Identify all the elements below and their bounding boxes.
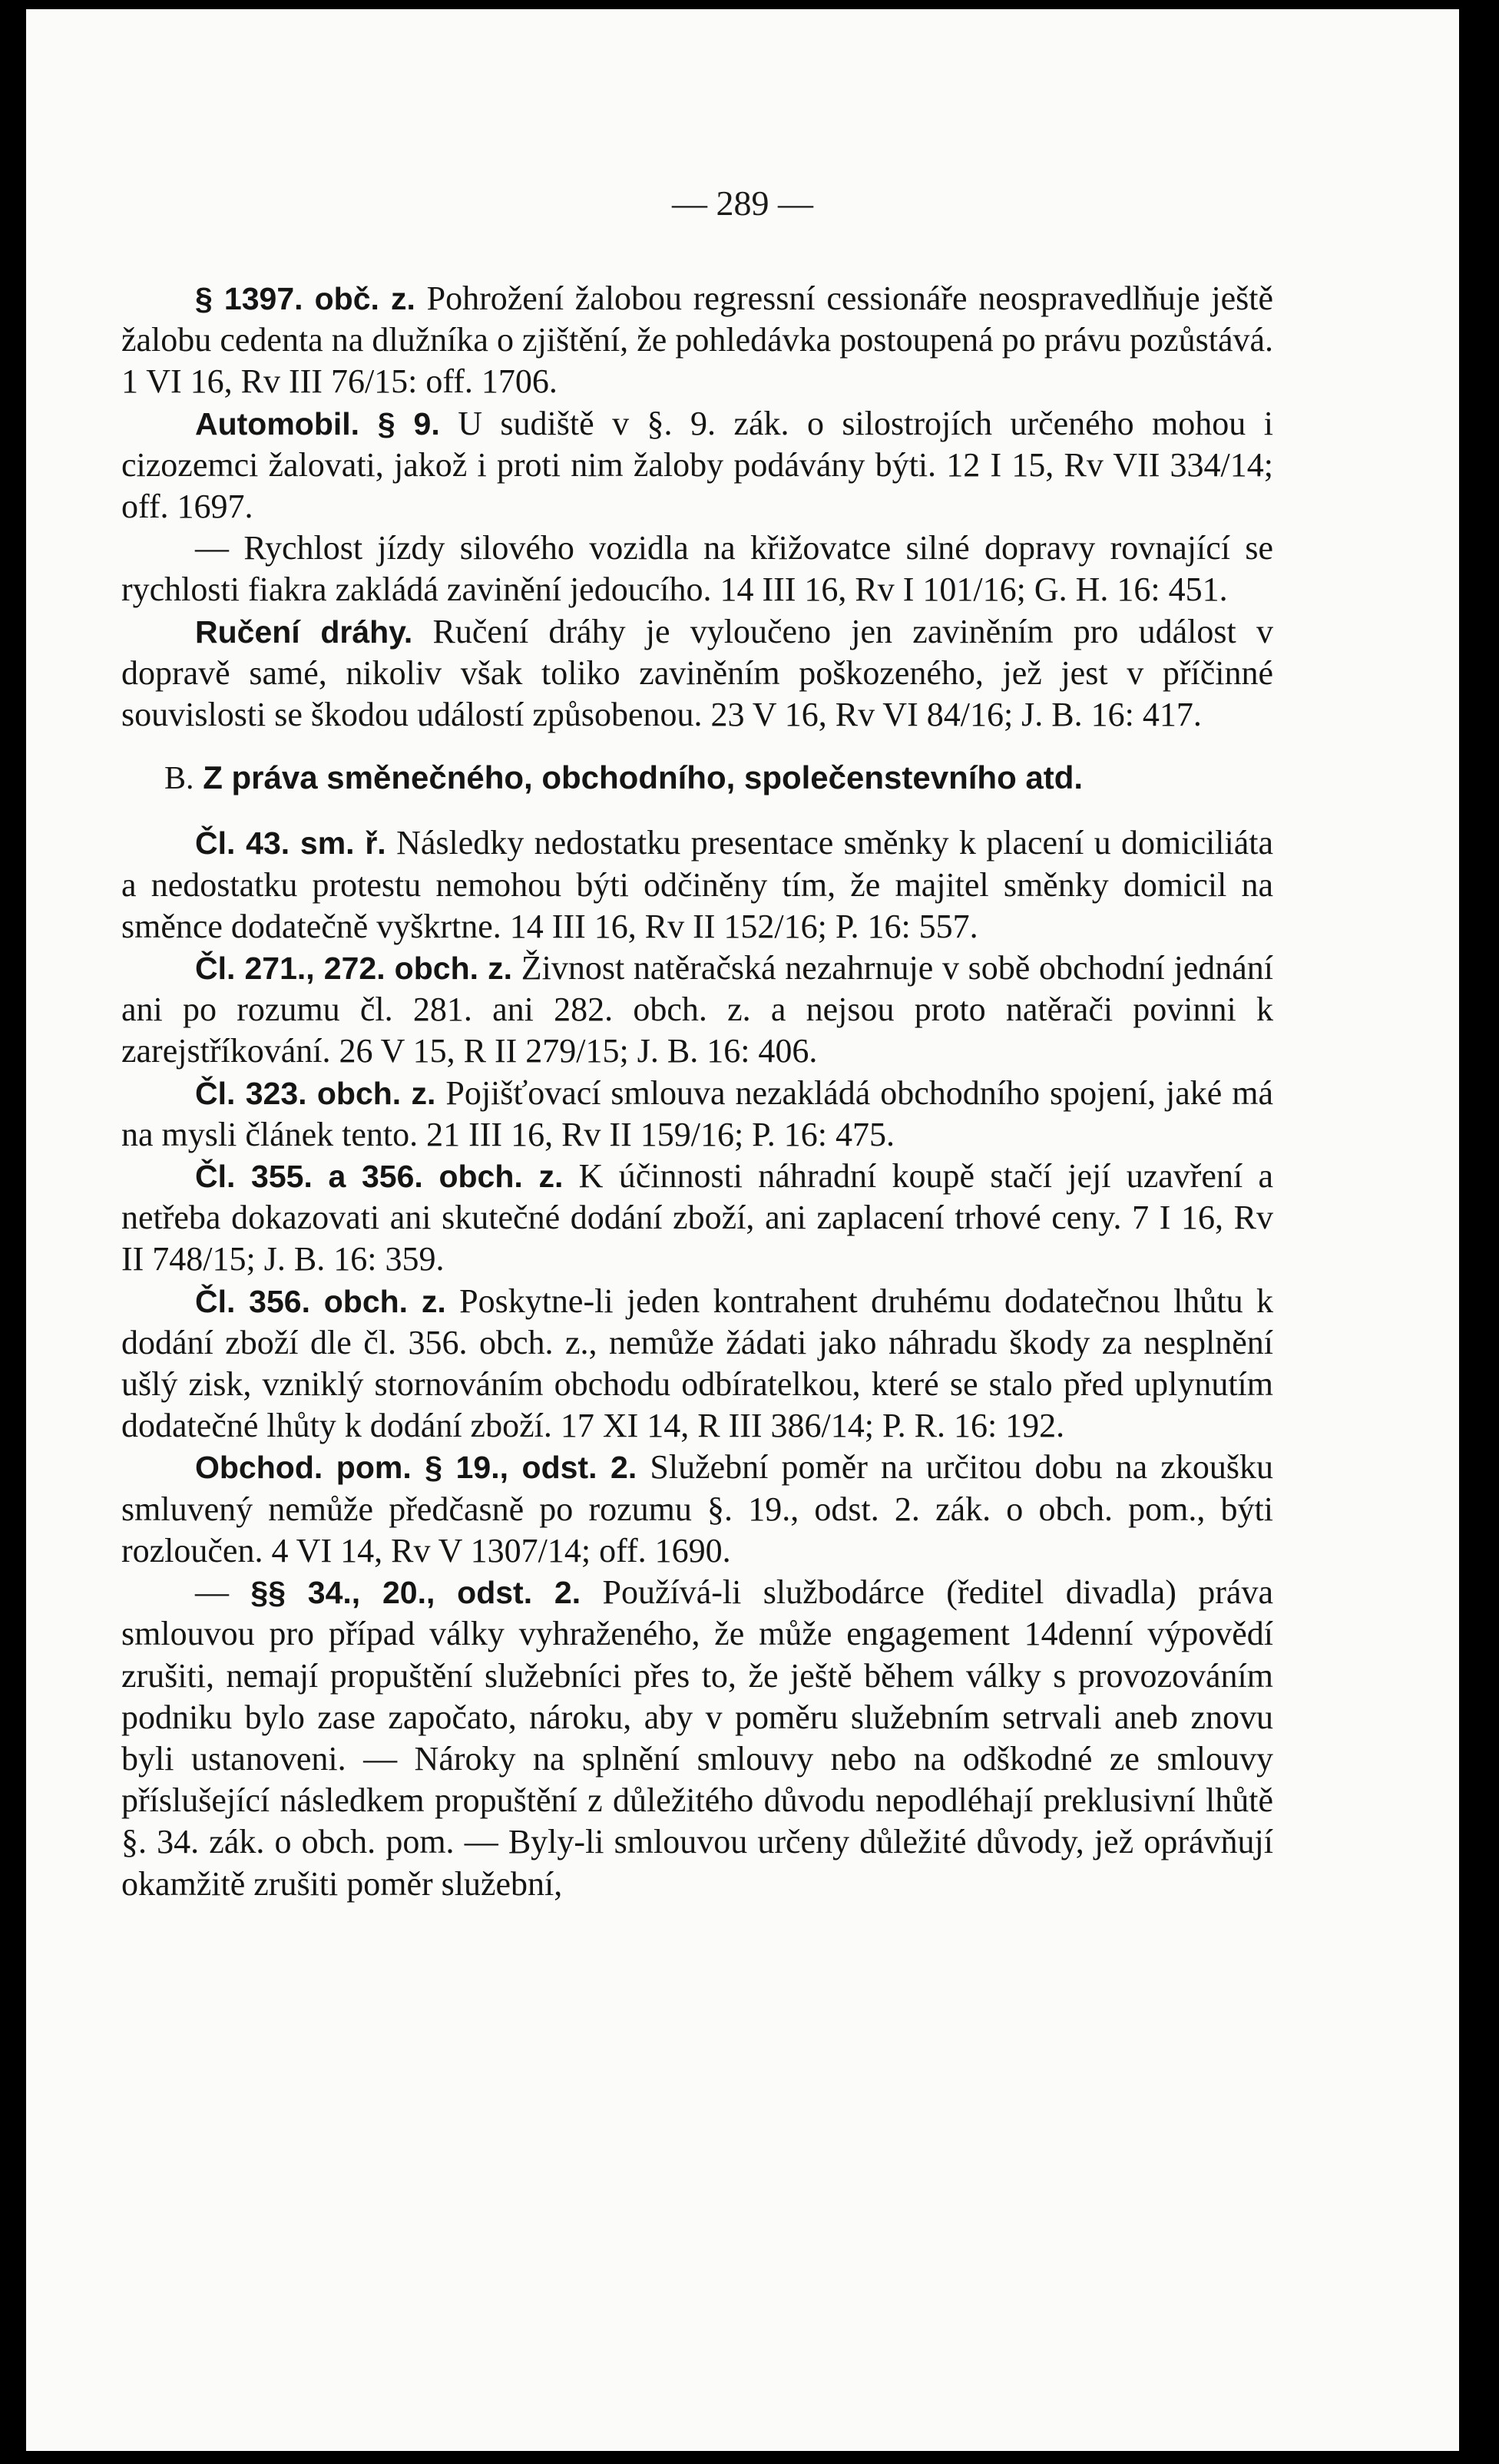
paragraph-text: Poskytne-li jeden kontrahent druhému dodatečnou lhůtu k dodání zboží dle čl. 356. obch. z., nemůže žádati jako náhradu škody za nesplnění ušlý zisk, vzniklý stornováním obchodu odbíratelkou, které se stalo před uplynutím dodatečné lhůty k dodání zboží. 17 XI 14, R III 386/14; P. R. 16: 192. xyxy=(121,1282,1273,1445)
paragraph-text: U sudiště v §. 9. zák. o silostrojích určeného mohou i cizozemci žalovati, jakož i proti nim žaloby podávány býti. 12 I 15, Rv VII 334/14; off. 1697. xyxy=(121,404,1273,526)
section-letter: B. xyxy=(164,761,194,797)
paragraph-p10 xyxy=(121,1447,1273,1572)
paragraph-reference: §§ 34., 20., odst. 2. xyxy=(250,1575,581,1611)
paragraph-text: Živnost natěračská nezahrnuje v sobě obchodní jednání ani po rozumu čl. 281. ani 282. obch. z. a nejsou proto natěrači povinni k zarejstříkování. 26 V 15, R II 279/15; J. B. 16: 406. xyxy=(121,949,1273,1070)
paragraph-p8 xyxy=(121,1156,1273,1281)
paragraph-reference: Obchod. pom. § 19., odst. 2. xyxy=(195,1450,637,1486)
paragraph-reference: Čl. 356. obch. z. xyxy=(195,1283,446,1319)
paragraph-reference: Čl. 43. sm. ř. xyxy=(195,825,386,862)
page-number: — 289 — xyxy=(672,184,813,223)
paragraph-text: Služební poměr na určitou dobu na zkoušku smluvený nemůže předčasně po rozumu §. 19., odst. 2. zák. o obch. pom., býti rozloučen. 4 VI 14, Rv V 1307/14; off. 1690. xyxy=(121,1448,1273,1569)
paragraph-reference: Ručení dráhy. xyxy=(195,614,413,650)
paragraph-p6 xyxy=(121,948,1273,1073)
paragraph-text: Pojišťovací smlouva nezakládá obchodního spojení, jaké má na mysli článek tento. 21 III 16, Rv II 159/16; P. 16: 475. xyxy=(121,1073,1273,1153)
paragraph-text: — Rychlost jízdy silového vozidla na křižovatce silné dopravy rovnající se rychlosti fiakra zakládá zavinění jedoucího. 14 III 16, Rv I 101/16; G. H. 16: 451. xyxy=(121,529,1273,609)
paragraph-p7 xyxy=(121,1073,1273,1156)
paragraph-text: Ručení dráhy je vyloučeno jen zaviněním pro událost v dopravě samé, nikoliv však toliko zaviněním poškozeného, jež jest v příčinné souvislosti se škodou událostí způsobenou. 23 V 16, Rv VI 84/16; J. B. 16: 417. xyxy=(121,612,1273,734)
paragraph-p11 xyxy=(121,1572,1273,1905)
paragraph-reference: Čl. 355. a 356. obch. z. xyxy=(195,1159,564,1195)
paragraph-reference: Automobil. § 9. xyxy=(195,405,440,442)
paragraph-p2 xyxy=(121,403,1273,528)
paragraph-p1 xyxy=(121,278,1273,403)
paragraph-text: Následky nedostatku presentace směnky k placení u domiciliáta a nedostatku protestu nemohou býti odčiněny tím, že majitel směnky domicil na směnce dodatečně vyškrtne. 14 III 16, Rv II 152/16; P. 16: 557. xyxy=(121,824,1273,945)
section-title: Z práva směnečného, obchodního, společenstevního atd. xyxy=(203,759,1084,796)
paragraph-p3 xyxy=(121,528,1273,610)
paragraph-p5 xyxy=(121,822,1273,948)
scanned-page xyxy=(26,9,1459,2451)
paragraph-p4 xyxy=(121,611,1273,736)
paragraph-reference: Čl. 271., 272. obch. z. xyxy=(195,951,513,987)
paragraph-text: K účinnosti náhradní koupě stačí její uzavření a netřeba dokazovati ani skutečné dodání zboží, ani zaplacení trhové ceny. 7 I 16, Rv II 748/15; J. B. 16: 359. xyxy=(121,1157,1273,1278)
paragraph-text: Používá-li službodárce (ředitel divadla) práva smlouvou pro případ války vyhraženého, že může engagement 14denní výpovědí zrušiti, nemají propuštění služebníci přes to, že ještě během války s provozováním podniku bylo zase započato, nároku, aby v poměru služebním setrvali aneb znovu byli ustanoveni. — Nároky na splnění smlouvy nebo na odškodné ze smlouvy příslušející následkem propuštění z důležitého důvodu nepodléhají preklusivní lhůtě §. 34. zák. o obch. pom. — Byly-li smlouvou určeny důležité důvody, jež oprávňují okamžitě zrušiti poměr služební, xyxy=(121,1573,1273,1903)
paragraph-reference: § 1397. obč. z. xyxy=(195,281,415,316)
paragraph-dash: — xyxy=(195,1573,251,1612)
paragraph-text: Pohrožení žalobou regressní cessionáře neospravedlňuje ještě žalobu cedenta na dlužníka o zjištění, že pohledávka postoupená po právu pozůstává. 1 VI 16, Rv III 76/15: off. 1706. xyxy=(121,279,1273,401)
text-body xyxy=(121,278,1273,1905)
paragraph-reference: Čl. 323. obch. z. xyxy=(195,1075,436,1111)
section-heading xyxy=(121,757,1273,799)
paragraph-p9 xyxy=(121,1281,1273,1447)
